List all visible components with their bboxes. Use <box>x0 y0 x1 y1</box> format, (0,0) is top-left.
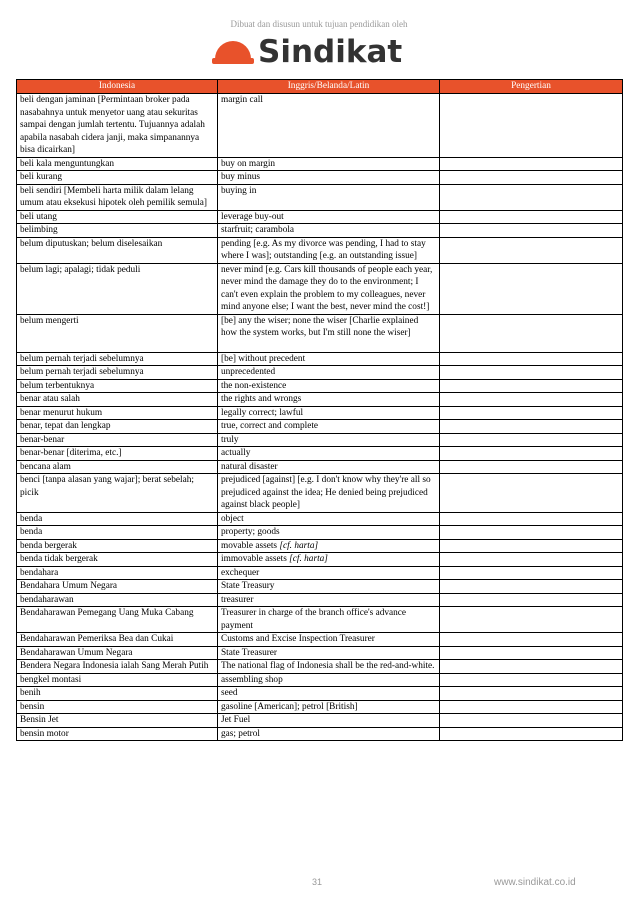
term-definition <box>440 714 623 728</box>
term-indonesian: Bendaharawan Pemegang Uang Muka Cabang <box>17 607 218 633</box>
table-row <box>17 393 623 407</box>
term-definition <box>440 393 623 407</box>
term-definition <box>440 526 623 540</box>
table-row <box>17 673 623 687</box>
term-english <box>218 171 440 185</box>
website-link[interactable]: www.sindikat.co.id <box>494 877 576 888</box>
table-row <box>17 727 623 741</box>
term-english-text: actually <box>221 448 251 458</box>
table-row <box>17 633 623 647</box>
term-definition <box>440 673 623 687</box>
helmet-icon <box>212 37 254 67</box>
term-indonesian: beli sendiri [Membeli harta milik dalam lelang umum atau eksekusi hipotek oleh pemilik semula] <box>17 184 218 210</box>
term-definition <box>440 580 623 594</box>
table-row <box>17 366 623 380</box>
sindikat-logo <box>212 33 402 71</box>
term-english <box>218 157 440 171</box>
term-english-text: The national flag of Indonesia shall be the red-and-white. <box>221 661 435 671</box>
term-english-text: assembling shop <box>221 674 283 685</box>
term-indonesian: belum mengerti <box>17 314 218 352</box>
term-indonesian: bensin <box>17 700 218 714</box>
table-row <box>17 607 623 633</box>
term-english-text: seed <box>221 688 238 698</box>
table-row <box>17 433 623 447</box>
term-indonesian: bengkel montasi <box>17 673 218 687</box>
term-english-text: State Treasury <box>221 581 275 591</box>
table-header-row <box>17 80 623 94</box>
table-row <box>17 237 623 263</box>
table-row <box>17 714 623 728</box>
term-definition <box>440 184 623 210</box>
term-definition <box>440 727 623 741</box>
term-english-text: exchequer <box>221 567 260 578</box>
term-definition <box>440 263 623 314</box>
column-header-indonesia: Indonesia <box>17 80 218 94</box>
term-definition <box>440 633 623 647</box>
term-english <box>218 512 440 526</box>
term-indonesian: beli kurang <box>17 171 218 185</box>
term-english-text: object <box>221 513 244 524</box>
table-row <box>17 593 623 607</box>
term-english-text: treasurer <box>221 594 254 605</box>
term-english-text: [be] without precedent <box>221 353 306 364</box>
term-definition <box>440 237 623 263</box>
term-indonesian: benar menurut hukum <box>17 406 218 420</box>
term-english <box>218 447 440 461</box>
term-definition <box>440 660 623 674</box>
term-english-text: gas; petrol <box>221 728 260 739</box>
table-row <box>17 94 623 158</box>
term-english-text: margin call <box>221 95 263 105</box>
table-row <box>17 210 623 224</box>
term-indonesian: beli kala menguntungkan <box>17 157 218 171</box>
term-definition <box>440 512 623 526</box>
term-indonesian: benda bergerak <box>17 539 218 553</box>
table-row <box>17 526 623 540</box>
term-english <box>218 420 440 434</box>
term-english-text: buy minus <box>221 172 260 182</box>
term-indonesian: bendahara <box>17 566 218 580</box>
term-english <box>218 379 440 393</box>
term-definition <box>440 593 623 607</box>
term-english <box>218 607 440 633</box>
term-definition <box>440 314 623 352</box>
term-english <box>218 210 440 224</box>
term-english-text: immovable assets <box>221 554 287 564</box>
term-indonesian: beli dengan jaminan [Permintaan broker pada nasabahnya untuk menyetor uang atau sekuritas sampai dengan jumlah tertentu. Tujuannya adalah apabila nasabah cidera janji, maka simpanannya bisa dicairkan] <box>17 94 218 158</box>
term-indonesian: benda tidak bergerak <box>17 553 218 567</box>
term-indonesian: benci [tanpa alasan yang wajar]; berat sebelah; picik <box>17 474 218 513</box>
table-row <box>17 184 623 210</box>
term-english <box>218 660 440 674</box>
table-row <box>17 379 623 393</box>
term-english-text: true, correct and complete <box>221 421 319 431</box>
table-row <box>17 646 623 660</box>
term-indonesian: bendaharawan <box>17 593 218 607</box>
term-english <box>218 526 440 540</box>
term-indonesian: Bensin Jet <box>17 714 218 728</box>
table-row <box>17 406 623 420</box>
table-row <box>17 474 623 513</box>
term-definition <box>440 171 623 185</box>
term-definition <box>440 224 623 238</box>
term-english-text: Customs and Excise Inspection Treasurer <box>221 634 375 644</box>
term-definition <box>440 553 623 567</box>
term-english <box>218 553 440 567</box>
term-indonesian: benih <box>17 687 218 701</box>
term-english-text: the non-existence <box>221 380 287 391</box>
table-row <box>17 687 623 701</box>
term-english <box>218 566 440 580</box>
term-definition <box>440 157 623 171</box>
term-english-text: prejudiced [against] [e.g. I don't know why they're all so prejudiced against the idea; He denied being prejudiced against black people] <box>221 475 431 510</box>
term-definition <box>440 379 623 393</box>
term-english-text: [be] any the wiser; none the wiser [Charlie explained how the system works, but I'm still none the wiser] <box>221 315 419 338</box>
term-english-text: State Treasurer <box>221 647 278 658</box>
term-english-text: natural disaster <box>221 461 278 472</box>
term-definition <box>440 447 623 461</box>
term-english-text: movable assets <box>221 540 278 551</box>
term-english <box>218 633 440 647</box>
term-english <box>218 94 440 158</box>
term-definition <box>440 352 623 366</box>
term-english-text: property; goods <box>221 527 280 537</box>
term-english <box>218 314 440 352</box>
term-english <box>218 352 440 366</box>
term-english-text: starfruit; carambola <box>221 225 295 235</box>
table-row <box>17 700 623 714</box>
term-english-text: buy on margin <box>221 158 276 169</box>
term-english <box>218 393 440 407</box>
term-definition <box>440 687 623 701</box>
term-english <box>218 700 440 714</box>
table-row <box>17 512 623 526</box>
term-english <box>218 263 440 314</box>
term-english-text: the rights and wrongs <box>221 394 302 404</box>
term-indonesian: benar, tepat dan lengkap <box>17 420 218 434</box>
term-definition <box>440 406 623 420</box>
table-row <box>17 447 623 461</box>
term-indonesian: benar-benar <box>17 433 218 447</box>
term-definition <box>440 539 623 553</box>
term-english-note: [cf. harta] <box>279 540 319 551</box>
term-definition <box>440 460 623 474</box>
term-english-text: buying in <box>221 185 257 196</box>
term-indonesian: benar-benar [diterima, etc.] <box>17 447 218 461</box>
term-english-text: gasoline [American]; petrol [British] <box>221 701 358 712</box>
term-english-text: pending [e.g. As my divorce was pending, I had to stay where I was]; outstanding [e.g. an outstanding issue] <box>221 238 426 261</box>
column-header-definition: Pengertian <box>440 80 623 94</box>
table-row <box>17 566 623 580</box>
term-indonesian: belimbing <box>17 224 218 238</box>
term-definition <box>440 474 623 513</box>
term-english <box>218 237 440 263</box>
term-indonesian: belum pernah terjadi sebelumnya <box>17 352 218 366</box>
term-definition <box>440 420 623 434</box>
term-indonesian: belum diputuskan; belum diselesaikan <box>17 237 218 263</box>
term-english <box>218 224 440 238</box>
table-row <box>17 420 623 434</box>
term-english-text: Jet Fuel <box>221 715 251 725</box>
term-indonesian: bencana alam <box>17 460 218 474</box>
term-english <box>218 580 440 594</box>
term-indonesian: Bendaharawan Umum Negara <box>17 646 218 660</box>
term-english-note: [cf. harta] <box>289 554 328 564</box>
term-english <box>218 593 440 607</box>
table-row <box>17 314 623 352</box>
table-row <box>17 171 623 185</box>
term-english <box>218 646 440 660</box>
term-indonesian: beli utang <box>17 210 218 224</box>
table-row <box>17 157 623 171</box>
table-row <box>17 539 623 553</box>
term-definition <box>440 646 623 660</box>
term-english <box>218 539 440 553</box>
term-english-text: truly <box>221 434 239 445</box>
table-row <box>17 224 623 238</box>
term-english <box>218 406 440 420</box>
term-indonesian: belum lagi; apalagi; tidak peduli <box>17 263 218 314</box>
term-english-text: Treasurer in charge of the branch office's advance payment <box>221 608 407 631</box>
term-indonesian: benda <box>17 526 218 540</box>
term-english-text: never mind [e.g. Cars kill thousands of people each year, never mind the damage they do to the environment; I can't even explain the problem to my colleagues, never mind anyone else; I want the best, never mind the cost!] <box>221 264 433 312</box>
term-definition <box>440 607 623 633</box>
term-indonesian: benar atau salah <box>17 393 218 407</box>
term-english <box>218 727 440 741</box>
term-indonesian: benda <box>17 512 218 526</box>
table-row <box>17 660 623 674</box>
term-definition <box>440 566 623 580</box>
term-english-text: leverage buy-out <box>221 211 284 222</box>
column-header-english: Inggris/Belanda/Latin <box>218 80 440 94</box>
term-indonesian: belum pernah terjadi sebelumnya <box>17 366 218 380</box>
term-english <box>218 474 440 513</box>
term-english <box>218 460 440 474</box>
term-english <box>218 433 440 447</box>
term-indonesian: belum terbentuknya <box>17 379 218 393</box>
term-english <box>218 673 440 687</box>
term-indonesian: Bendahara Umum Negara <box>17 580 218 594</box>
table-row <box>17 352 623 366</box>
term-indonesian: Bendaharawan Pemeriksa Bea dan Cukai <box>17 633 218 647</box>
header-tagline: Dibuat dan disusun untuk tujuan pendidikan oleh <box>230 19 408 29</box>
page-number: 31 <box>312 877 323 887</box>
table-row <box>17 460 623 474</box>
term-english <box>218 687 440 701</box>
term-definition <box>440 210 623 224</box>
glossary-table <box>16 79 623 741</box>
table-row <box>17 553 623 567</box>
term-english-text: legally correct; lawful <box>221 407 304 418</box>
term-english <box>218 366 440 380</box>
term-definition <box>440 366 623 380</box>
term-english <box>218 184 440 210</box>
term-definition <box>440 433 623 447</box>
table-row <box>17 263 623 314</box>
logo-wordmark: Sindikat <box>258 34 403 70</box>
term-english <box>218 714 440 728</box>
term-indonesian: Bendera Negara Indonesia ialah Sang Merah Putih <box>17 660 218 674</box>
term-definition <box>440 94 623 158</box>
term-indonesian: bensin motor <box>17 727 218 741</box>
term-english-text: unprecedented <box>221 367 276 377</box>
table-row <box>17 580 623 594</box>
term-definition <box>440 700 623 714</box>
